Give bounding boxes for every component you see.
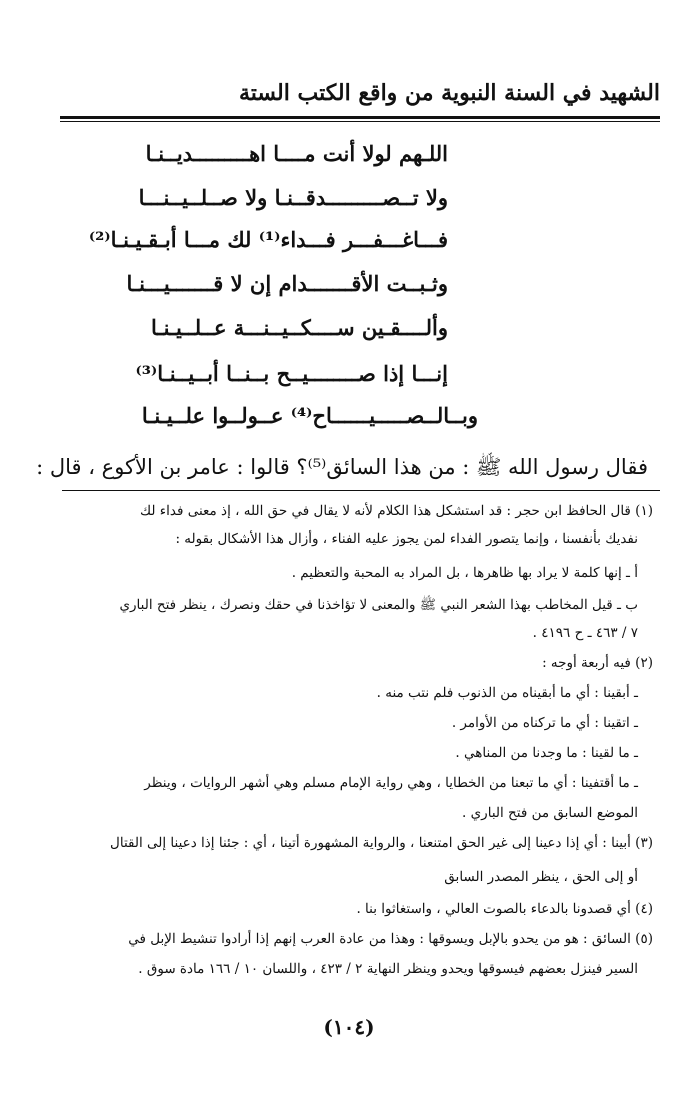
poem-line: إنـــا إذا صــــــــيــح بــنــا أبــيــنـا⁽³⁾ <box>135 361 448 386</box>
header-rule-thick <box>60 116 660 119</box>
footnote-line: (٥) السائق : هو من يحدو بالإبل ويسوقها : وهذا من عادة العرب إنهم إذا أرادوا تنشيط الإبل في <box>128 931 653 947</box>
footnote-line: ـ ما أقتفينا : أي ما تبعنا من الخطايا ، وهي رواية الإمام مسلم وهي أشهر الروايات ، وينظر <box>144 775 638 791</box>
poem-line: اللـهم لولا أنت مــــا اهـــــــــديــنـا <box>145 141 448 166</box>
footnote-line: (٣) أبينا : أي إذا دعينا إلى غير الحق امتنعنا ، والرواية المشهورة أتينا ، أي : جئنا إذا دعينا إلى القتال <box>110 835 653 851</box>
poem-line: وبــالــصـــــيــــــاح⁽⁴⁾ عــولــوا علــيـنـا <box>141 403 478 428</box>
footnote-divider <box>62 490 660 491</box>
footnote-line: نفديك بأنفسنا ، وإنما يتصور الفداء لمن يجوز عليه الفناء ، وأزال هذا الأشكال بقوله : <box>175 531 638 547</box>
poem-line: فـــاغـــفـــر فـــداء⁽¹⁾ لك مـــا أبـقـيـنـا⁽²⁾ <box>88 227 448 252</box>
narration-line: فقال رسول الله ﷺ : من هذا السائق⁽⁵⁾؟ قالوا : عامر بن الأكوع ، قال : <box>36 455 648 479</box>
footnote-line: أ ـ إنها كلمة لا يراد بها ظاهرها ، بل المراد به المحبة والتعظيم . <box>291 565 638 581</box>
footnote-line: أو إلى الحق ، ينظر المصدر السابق <box>444 869 638 885</box>
footnote-line: ـ أبقينا : أي ما أبقيناه من الذنوب فلم نتب منه . <box>376 685 638 701</box>
page-number: (١٠٤) <box>323 1015 375 1039</box>
header-rule-thin <box>60 121 660 122</box>
footnote-line: ٧ / ٤٦٣ ـ ح ٤١٩٦ . <box>532 625 638 641</box>
footnote-line: ـ ما لقينا : ما وجدنا من المناهي . <box>455 745 638 761</box>
footnote-line: الموضع السابق من فتح الباري . <box>462 805 638 821</box>
footnote-line: (٤) أي قصدونا بالدعاء بالصوت العالي ، واستغاثوا بنا . <box>356 901 653 917</box>
footnote-line: السير فينزل بعضهم فيسوقها ويحدو وينظر النهاية ٢ / ٤٢٣ ، واللسان ١٠ / ١٦٦ مادة سوق . <box>138 961 638 977</box>
footnote-line: (١) قال الحافظ ابن حجر : قد استشكل هذا الكلام لأنه لا يقال في حق الله ، إذ معنى فداء لك <box>139 503 653 519</box>
poem-line: وألــــقـين ســــكــيــنـــة عــلــيـنـا <box>151 315 448 340</box>
running-header: الشهيد في السنة النبوية من واقع الكتب الستة <box>238 80 660 106</box>
footnote-line: ـ اتقينا : أي ما تركناه من الأوامر . <box>451 715 638 731</box>
poem-line: ولا تــصـــــــــدقــنـا ولا صــلــيــنـــا <box>138 185 448 210</box>
footnote-line: (٢) فيه أربعة أوجه : <box>542 655 653 671</box>
footnote-line: ب ـ قيل المخاطب بهذا الشعر النبي ﷺ والمعنى لا تؤاخذنا في حقك ونصرك ، ينظر فتح الباري <box>119 597 638 613</box>
poem-line: وثـبــت الأقـــــــدام إن لا قـــــــيـــنـا <box>126 271 448 296</box>
